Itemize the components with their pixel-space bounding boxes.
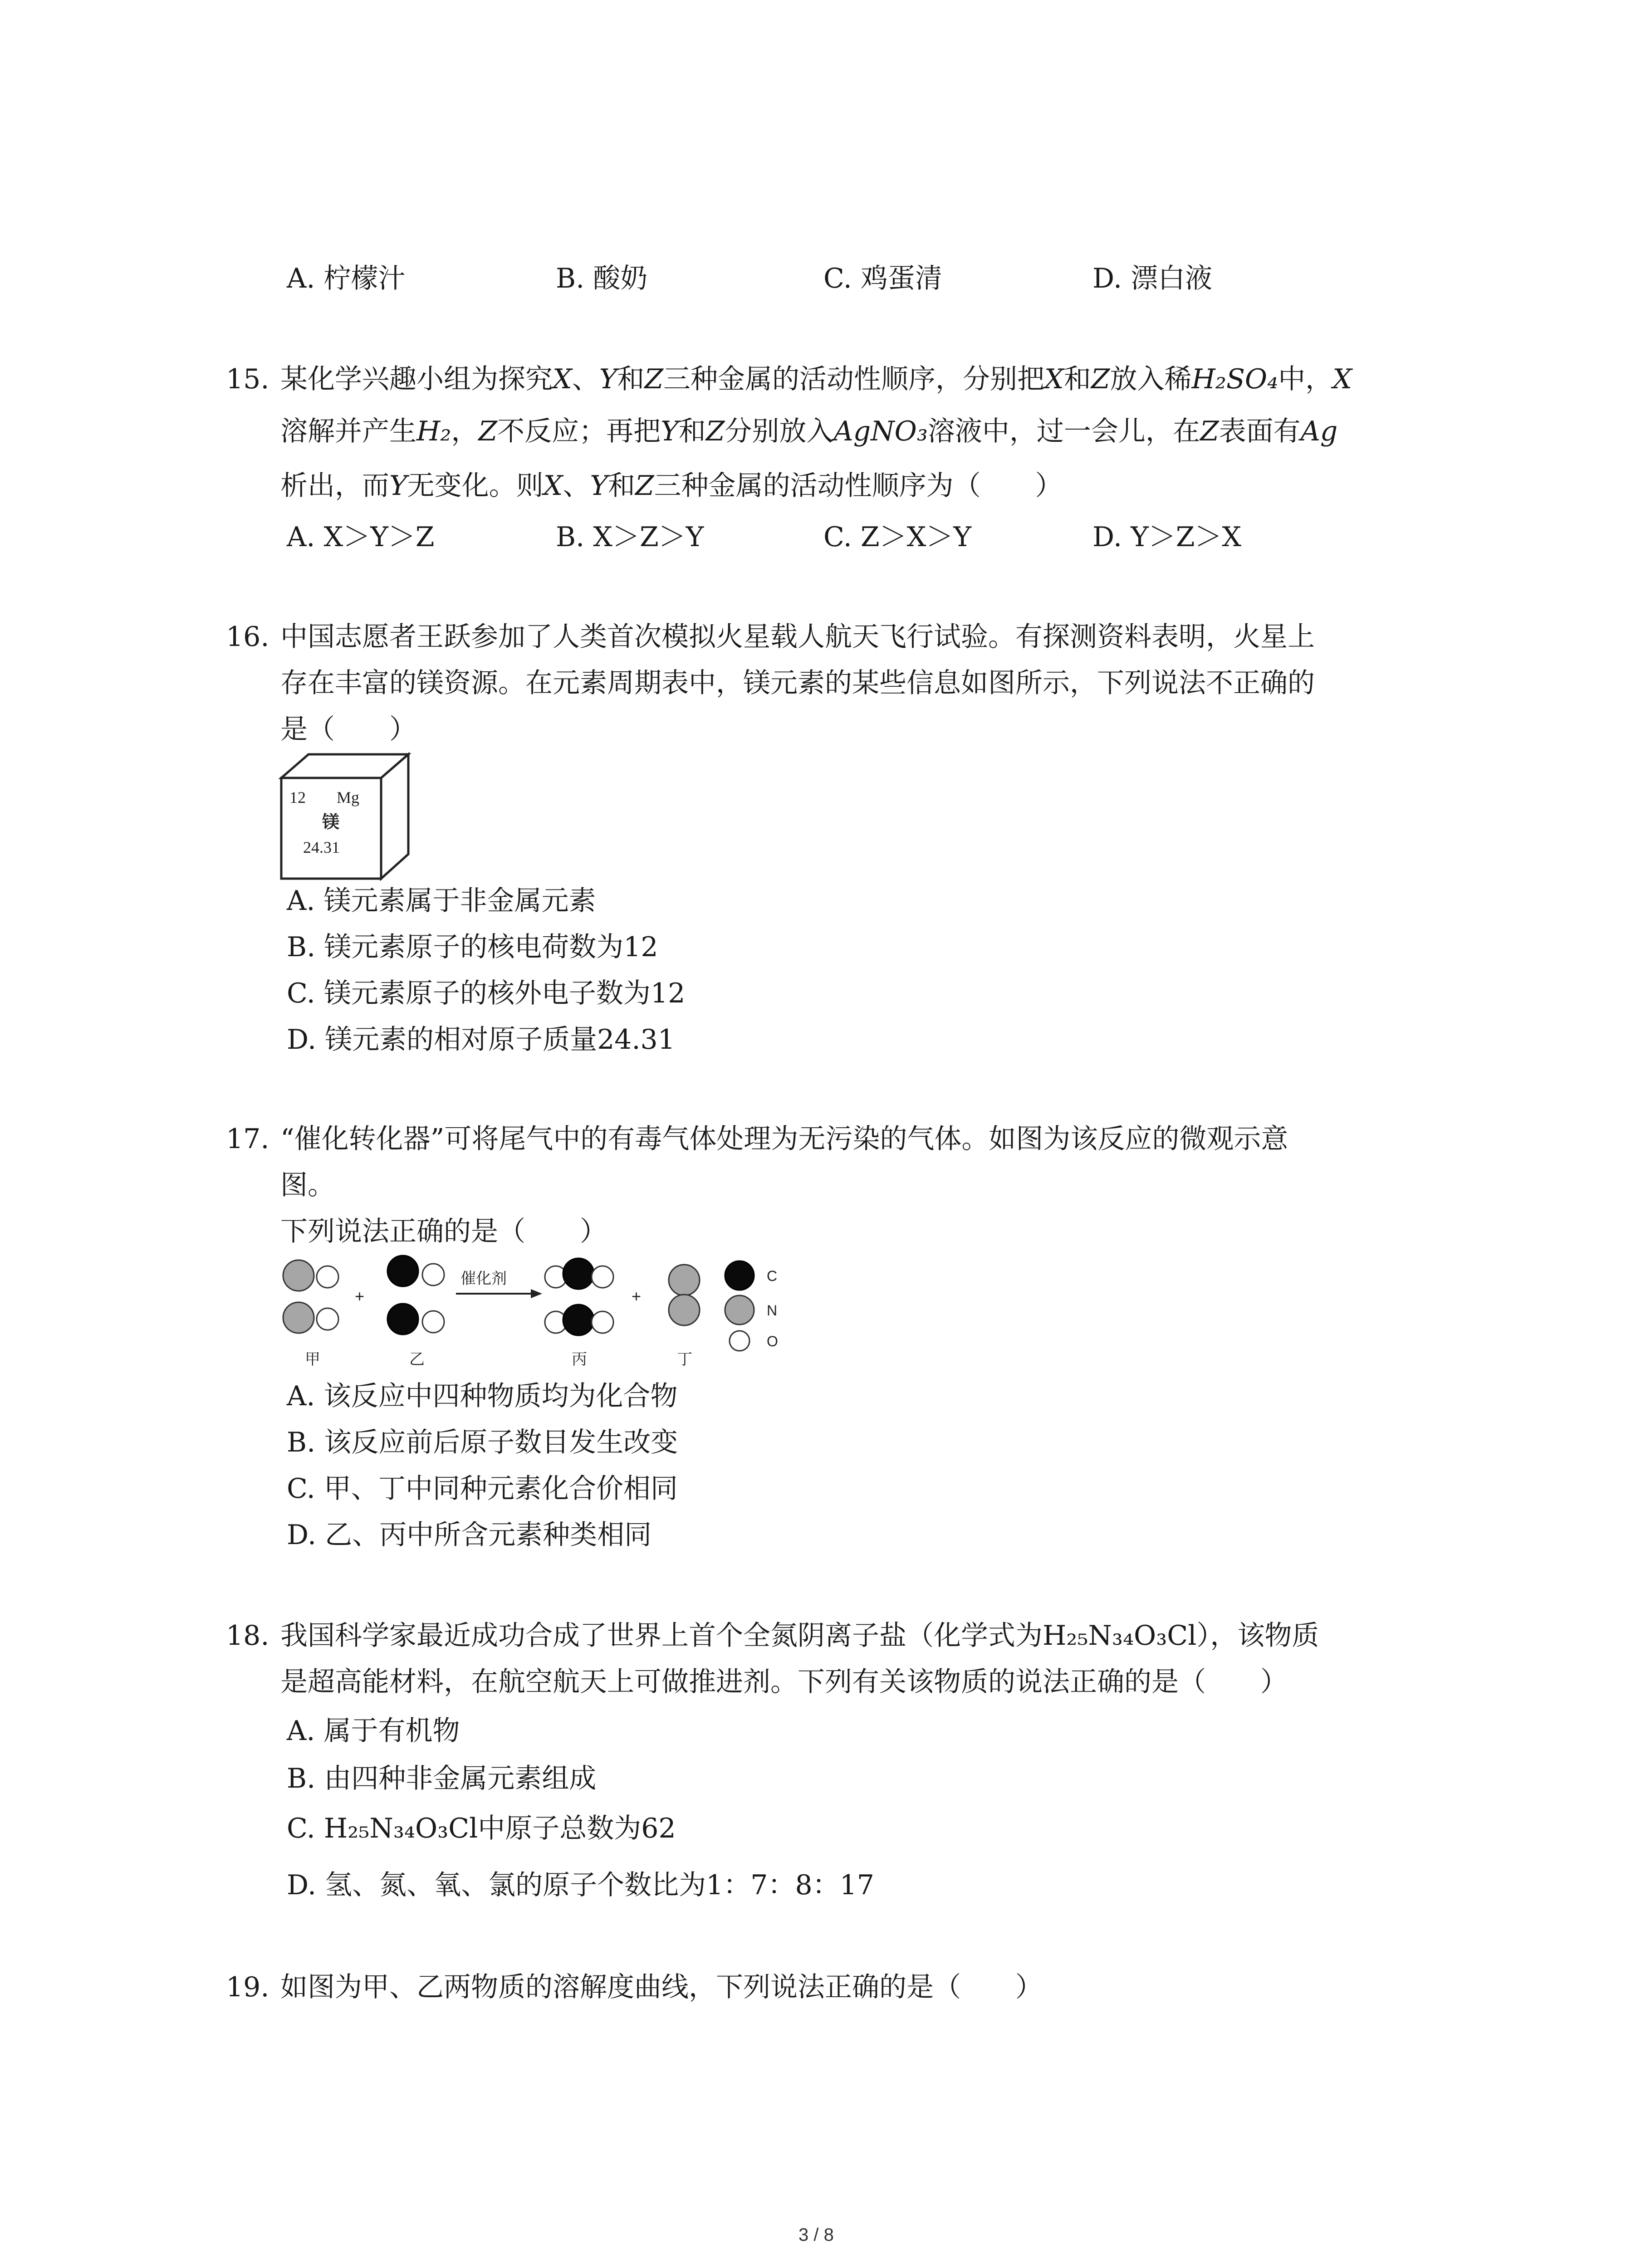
q18-number: 18. (226, 1620, 269, 1652)
q14-option-d: D. 漂白液 (1092, 263, 1213, 294)
element-mass: 24.31 (303, 838, 340, 856)
q19-line-1: 如图为甲、乙两物质的溶解度曲线，下列说法正确的是（ ） (280, 1971, 1043, 2003)
q17-option-a: A. 该反应中四种物质均为化合物 (287, 1380, 678, 1412)
q15-line-3: 析出，而Y无变化。则X、Y和Z三种金属的活动性顺序为（ ） (280, 470, 1063, 502)
q17-number: 17. (226, 1123, 269, 1155)
element-name: 镁 (322, 812, 340, 832)
q14-option-a: A. 柠檬汁 (287, 263, 406, 294)
page-number: 3 / 8 (798, 2225, 834, 2245)
q18-option-c: C. H₂₅N₃₄O₃Cl中原子总数为62 (287, 1813, 676, 1844)
molecule-ding (669, 1265, 700, 1325)
q17-line-1: “催化转化器”可将尾气中的有毒气体处理为无污染的气体。如图为该反应的微观示意 (280, 1123, 1288, 1155)
q16-option-b: B. 镁元素原子的核电荷数为12 (287, 931, 658, 963)
legend-o: O (767, 1333, 778, 1349)
q14-option-c: C. 鸡蛋清 (823, 263, 942, 294)
plus-sign-1: + (355, 1287, 365, 1305)
q15-option-a: A. X＞Y＞Z (287, 521, 435, 553)
q16-line-3: 是（ ） (280, 714, 416, 745)
magnesium-element-cell (277, 751, 413, 885)
q19-number: 19. (226, 1971, 269, 2003)
molecule-bing (545, 1258, 613, 1335)
q16-option-d: D. 镁元素的相对原子质量24.31 (287, 1024, 675, 1056)
q17-line-3: 下列说法正确的是（ ） (280, 1216, 607, 1247)
label-jia: 甲 (305, 1350, 320, 1369)
plus-sign-2: + (632, 1287, 642, 1305)
label-bing: 丙 (572, 1350, 587, 1369)
q16-line-1: 中国志愿者王跃参加了人类首次模拟火星载人航天飞行试验。有探测资料表明，火星上 (280, 621, 1315, 653)
q16-option-a: A. 镁元素属于非金属元素 (287, 885, 596, 917)
q15-option-b: B. X＞Z＞Y (556, 521, 704, 553)
q14-option-b: B. 酸奶 (556, 263, 648, 294)
q18-option-d: D. 氢、氮、氧、氯的原子个数比为1：7：8：17 (287, 1869, 874, 1901)
legend-c: C (767, 1268, 778, 1284)
q15-line-2: 溶解并产生H₂，Z不反应；再把Y和Z分别放入AgNO₃溶液中，过一会儿，在Z表面有Ag (280, 415, 1338, 447)
q15-number: 15. (226, 363, 269, 395)
molecule-yi (387, 1256, 444, 1334)
q17-line-2: 图。 (280, 1169, 335, 1201)
q18-option-b: B. 由四种非金属元素组成 (287, 1763, 597, 1794)
q17-option-c: C. 甲、丁中同种元素化合价相同 (287, 1473, 678, 1505)
q15-line-1: 某化学兴趣小组为探究X、Y和Z三种金属的活动性顺序，分别把X和Z放入稀H₂SO₄中，X (280, 363, 1352, 395)
element-symbol: Mg (337, 788, 360, 807)
q15-option-c: C. Z＞X＞Y (823, 521, 971, 553)
q18-line-1: 我国科学家最近成功合成了世界上首个全氮阴离子盐（化学式为H₂₅N₃₄O₃Cl），该物质 (280, 1620, 1319, 1652)
catalyst-label: 催化剂 (460, 1270, 507, 1288)
q15-option-d: D. Y＞Z＞X (1092, 521, 1242, 553)
q16-option-c: C. 镁元素原子的核外电子数为12 (287, 978, 686, 1009)
label-yi: 乙 (409, 1350, 425, 1369)
q18-line-2: 是超高能材料，在航空航天上可做推进剂。下列有关该物质的说法正确的是（ ） (280, 1666, 1288, 1698)
legend-n: N (767, 1302, 778, 1319)
q16-line-2: 存在丰富的镁资源。在元素周期表中，镁元素的某些信息如图所示，下列说法不正确的 (280, 667, 1315, 699)
q17-option-d: D. 乙、丙中所含元素种类相同 (287, 1519, 652, 1551)
molecule-jia (283, 1260, 338, 1333)
label-ding: 丁 (677, 1350, 692, 1369)
q17-option-b: B. 该反应前后原子数目发生改变 (287, 1427, 678, 1458)
element-number: 12 (289, 788, 306, 807)
q18-option-a: A. 属于有机物 (287, 1715, 460, 1747)
reaction-micro-diagram (277, 1252, 808, 1370)
atom-legend (725, 1261, 778, 1351)
q16-number: 16. (226, 621, 269, 653)
